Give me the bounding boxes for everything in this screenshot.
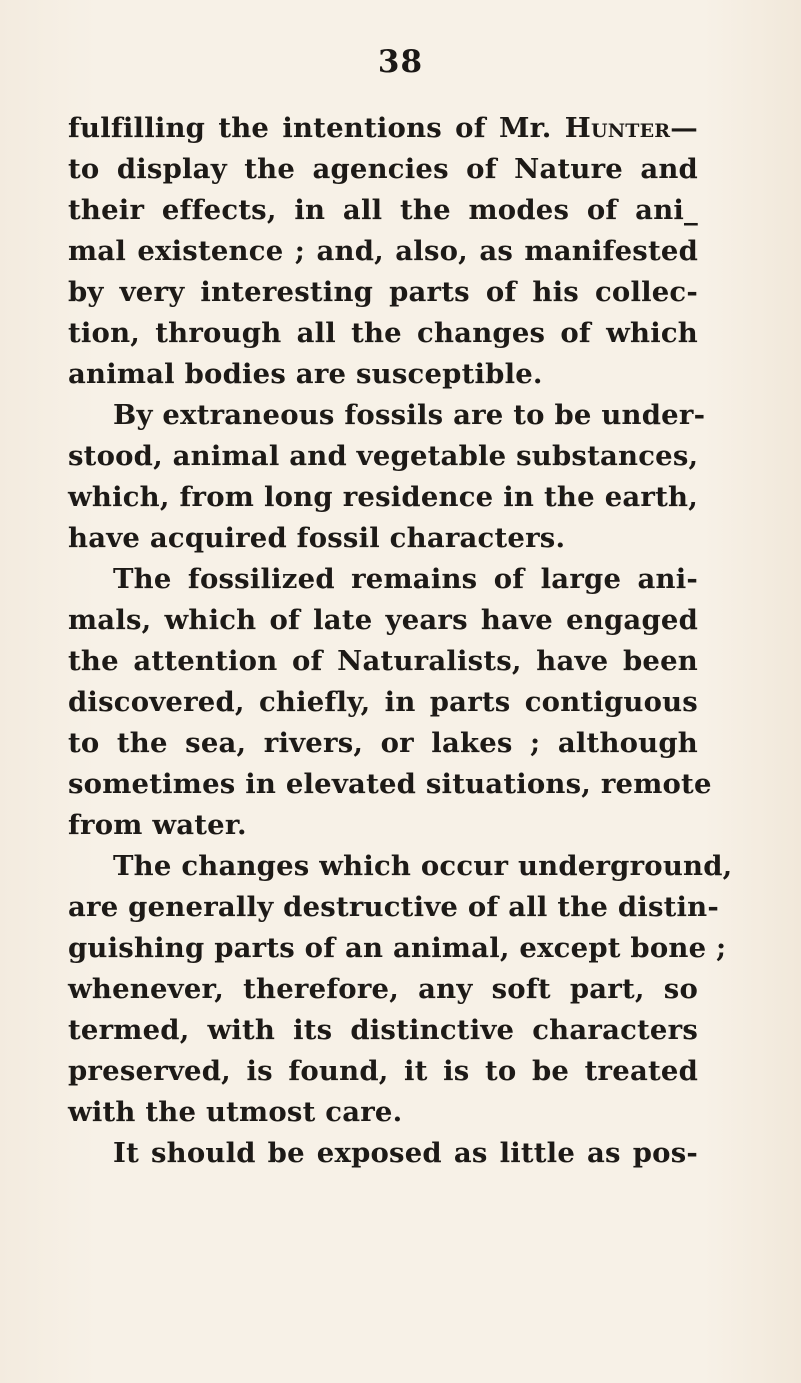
paragraph [68,108,698,395]
text-line: tion, through all the changes of which [68,317,698,349]
text-line: with the utmost care. [68,1096,403,1128]
text-line: which, from long residence in the earth, [68,481,698,513]
text-line: discovered, chiefly, in parts contiguous [68,686,698,718]
text-line: It should be exposed as little as pos- [113,1137,698,1169]
text-line: preserved, is found, it is to be treated [68,1055,698,1087]
text-line: The fossilized remains of large ani- [113,563,698,595]
text-line: termed, with its distinctive characters [68,1014,698,1046]
text-line: The changes which occur underground, [113,850,733,882]
text-line: By extraneous fossils are to be under- [113,399,706,431]
text-line: to display the agencies of Nature and [68,153,698,185]
text-line: have acquired fossil characters. [68,522,566,554]
body-text [68,108,733,1174]
text-line: are generally destructive of all the distin- [68,891,719,923]
paragraph [68,1133,698,1174]
page-number: 38 [377,44,424,80]
text-line: stood, animal and vegetable substances, [68,440,699,472]
text-line: mals, which of late years have engaged [68,604,698,636]
text-line: to the sea, rivers, or lakes ; although [68,727,698,759]
paragraph [68,395,706,559]
text-line: animal bodies are susceptible. [68,358,543,390]
text-line: their effects, in all the modes of ani_ [68,194,698,226]
text-line: by very interesting parts of his collec- [68,276,698,308]
name-smallcaps: Hunter [564,112,671,144]
text-line: whenever, therefore, any soft part, so [68,973,698,1005]
text-line: the attention of Naturalists, have been [68,645,698,677]
text-line: sometimes in elevated situations, remote [68,768,712,800]
text-line: guishing parts of an animal, except bone ; [68,932,727,964]
paragraph [68,846,733,1133]
paragraph [68,559,712,846]
text-line: mal existence ; and, also, as manifested [68,235,698,267]
text-line: fulfilling the intentions of Mr. Hunter— [68,112,698,144]
text-line: from water. [68,809,247,841]
